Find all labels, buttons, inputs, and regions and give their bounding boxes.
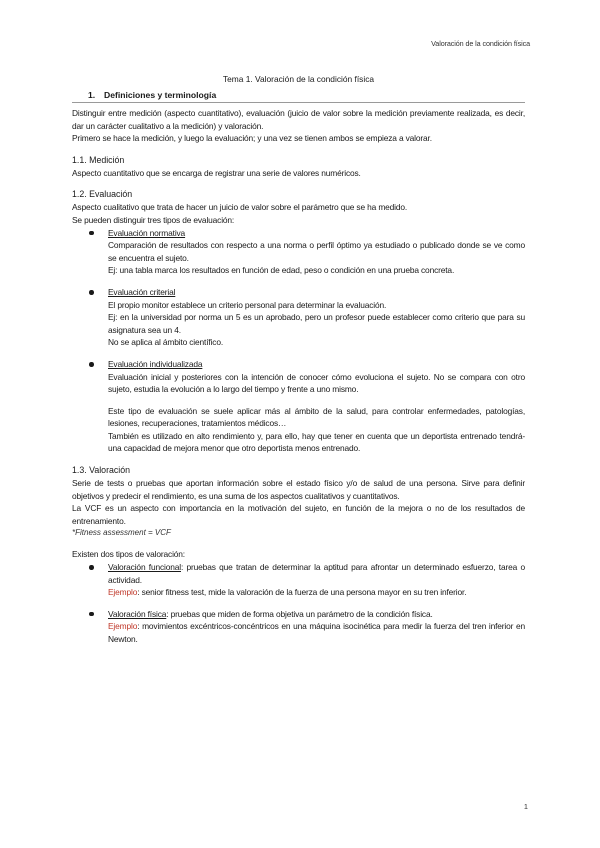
bullet-title: Evaluación normativa: [108, 227, 186, 238]
bullet-text: Ej: en la universidad por norma un 5 es un aprobado, pero un profesor puede establecer como criterio que para su asignatura sea un 4.: [108, 312, 525, 335]
page-number: 1: [523, 802, 528, 811]
example-label: Ejemplo: [108, 587, 138, 598]
page-content: [72, 74, 525, 646]
bullet-text: Este tipo de evaluación se suele aplicar más al ámbito de la salud, para controlar enfermedades, patologías, lesiones, recuperaciones, tratamientos médicos…: [108, 405, 525, 429]
evaluacion-text: Aspecto cualitativo que trata de hacer un juicio de valor sobre el parámetro que se ha medido.: [72, 202, 408, 213]
section-1-title: Definiciones y terminología: [104, 90, 217, 100]
list-item-normativa: [72, 227, 525, 277]
subsection-heading-valoracion: 1.3. Valoración: [72, 465, 131, 476]
bullet-text: El propio monitor establece un criterio personal para determinar la evaluación.: [108, 299, 387, 310]
example-text: [108, 586, 525, 599]
list-item-criterial: [72, 286, 525, 349]
intro-paragraph: Primero se hace la medición, y luego la evaluación; y una vez se tienen ambos se empieza a valorar.: [72, 133, 432, 144]
list-item-fisica: [72, 608, 525, 646]
subsection-heading-evaluacion: 1.2. Evaluación: [72, 189, 133, 200]
bullet-text: También es utilizado en alto rendimiento y, para ello, hay que tener en cuenta que un deportista entrenado tendrá- una capacidad de mejora menor que otro deportista menos entrenado.: [108, 430, 525, 454]
bullet-text: Comparación de resultados con respecto a una norma o perfil óptimo ya estudiado o publicado donde se ve como se encuentra el sujeto.: [108, 240, 525, 263]
bullet-title: Evaluación criterial: [108, 286, 176, 297]
document-title: Tema 1. Valoración de la condición física: [222, 74, 375, 84]
bullet-text: [108, 608, 525, 621]
evaluacion-types-intro: Se pueden distinguir tres tipos de evaluación:: [72, 214, 235, 225]
bullet-icon: [72, 608, 108, 646]
example-text: [108, 620, 525, 645]
bullet-icon: [72, 227, 108, 277]
valoracion-text: La VCF es un aspecto con importancia en la motivación del sujeto, en función de la mejora o no de los resultados de entrenamiento.: [72, 503, 525, 526]
bullet-text: Evaluación inicial y posteriores con la intención de conocer cómo evoluciona el sujeto. No se compara con otro sujeto, estudia la evolución a lo largo del tiempo y frente a uno mismo.: [108, 371, 525, 395]
medicion-text: Aspecto cuantitativo que se encarga de registrar una serie de valores numéricos.: [72, 167, 361, 178]
bullet-icon: [72, 561, 108, 599]
example-label: Ejemplo: [108, 621, 138, 632]
example-body: : movimientos excéntricos-concéntricos en una máquina isocinética para medir la fuerza del tren inferior en Newton.: [108, 621, 525, 644]
bullet-title: Valoración funcional: [108, 562, 181, 573]
bullet-rest: : pruebas que tratan de determinar la aptitud para afrontar un determinado esfuerzo, tarea o actividad.: [108, 562, 525, 585]
running-header: Valoración de la condición física: [431, 39, 530, 48]
bullet-rest: : pruebas que miden de forma objetiva un parámetro de la condición física.: [166, 608, 433, 619]
subsection-heading-medicion: 1.1. Medición: [72, 154, 125, 165]
valoracion-types-intro: Existen dos tipos de valoración:: [72, 549, 185, 560]
bullet-title: Evaluación individualizada: [108, 358, 203, 369]
valoracion-text: Serie de tests o pruebas que aportan información sobre el estado físico y/o de salud de una persona. Sirve para definir objetivos y predecir el rendimiento, es una suma de los aspectos cualitativos y cuantitativos.: [72, 478, 525, 501]
example-body: : senior fitness test, mide la valoración de la fuerza de una persona mayor en su tren inferior.: [137, 587, 467, 598]
heading-divider: [72, 102, 525, 103]
list-item-funcional: [72, 561, 525, 599]
bullet-text: Ej: una tabla marca los resultados en función de edad, peso o condición en una prueba concreta.: [108, 265, 455, 276]
intro-paragraph: Distinguir entre medición (aspecto cuantitativo), evaluación (juicio de valor sobre la medición previamente realizada, es decir, dar un carácter cualitativo a la medición) y valoración.: [72, 108, 525, 131]
section-1-number: 1.: [88, 90, 96, 100]
bullet-text: No se aplica al ámbito científico.: [108, 337, 224, 348]
footnote-text: *Fitness assessment = VCF: [72, 528, 171, 538]
section-1-heading: [72, 89, 525, 101]
bullet-text: [108, 561, 525, 586]
bullet-title: Valoración física: [108, 608, 167, 619]
bullet-icon: [72, 286, 108, 349]
bullet-icon: [72, 358, 108, 455]
list-item-individualizada: [72, 358, 525, 455]
